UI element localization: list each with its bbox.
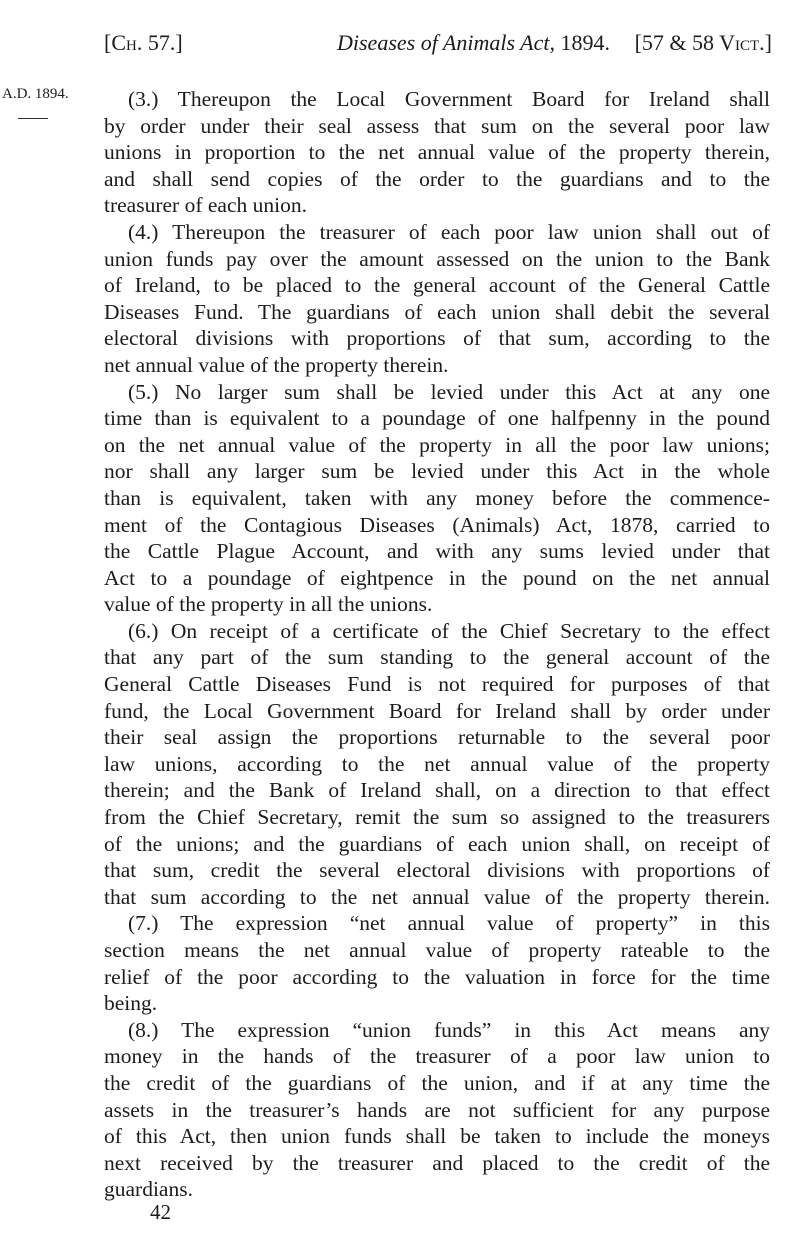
text-line: of Ireland, to be placed to the general account of the General Cattle bbox=[104, 273, 770, 298]
text-line: guardians. bbox=[104, 1177, 193, 1202]
text-line: their seal assign the proportions returnable to the several poor bbox=[104, 725, 770, 750]
text-line: electoral divisions with proportions of that sum, according to the bbox=[104, 326, 770, 351]
text-line: money in the hands of the treasurer of a poor law union to bbox=[104, 1044, 770, 1069]
text-line: Act to a poundage of eightpence in the pound on the net annual bbox=[104, 565, 770, 590]
text-line: by order under their seal assess that sum on the several poor law bbox=[104, 113, 770, 138]
header-title-text: Diseases of Animals Act, bbox=[337, 30, 555, 55]
text-line: that sum according to the net annual value of the property therein. bbox=[104, 884, 770, 909]
text-line: that sum, credit the several electoral divisions with proportions of bbox=[104, 858, 770, 883]
text-line: section means the net annual value of property rateable to the bbox=[104, 938, 770, 962]
text-line: of this Act, then union funds shall be taken to include the moneys bbox=[104, 1124, 770, 1149]
text-line: and shall send copies of the order to the guardians and to the bbox=[104, 166, 770, 191]
header-regnal-year: [57 & 58 Vict.] bbox=[634, 30, 772, 55]
text-line: net annual value of the property therein. bbox=[104, 352, 449, 377]
text-line: being. bbox=[104, 991, 158, 1016]
header-year: 1894. bbox=[560, 30, 610, 55]
header-chapter: [Ch. 57.] bbox=[104, 30, 183, 55]
text-line: (8.) The expression “union funds” in this Act means any bbox=[128, 1017, 770, 1042]
text-line: (3.) Thereupon the Local Government Board for Ireland shall bbox=[128, 87, 770, 111]
text-line: (7.) The expression “net annual value of property” in this bbox=[128, 911, 770, 936]
text-line: (4.) Thereupon the treasurer of each poor law union shall out of bbox=[128, 219, 770, 244]
paragraph bbox=[104, 910, 770, 1016]
text-line: treasurer of each union. bbox=[104, 193, 307, 218]
text-line: from the Chief Secretary, remit the sum so assigned to the treasurers bbox=[104, 805, 770, 830]
page-number: 42 bbox=[150, 1200, 171, 1224]
text-line: time than is equivalent to a poundage of one halfpenny in the pound bbox=[104, 406, 770, 431]
text-line: fund, the Local Government Board for Ireland shall by order under bbox=[104, 698, 770, 723]
text-line: unions in proportion to the net annual value of the property therein, bbox=[104, 140, 770, 165]
paragraph bbox=[104, 86, 770, 219]
text-line: ment of the Contagious Diseases (Animals) Act, 1878, carried to bbox=[104, 512, 770, 537]
text-line: (6.) On receipt of a certificate of the Chief Secretary to the effect bbox=[128, 618, 770, 643]
text-line: law unions, according to the net annual value of the property bbox=[104, 751, 770, 776]
text-line: union funds pay over the amount assessed on the union to the Bank bbox=[104, 246, 770, 271]
text-line: of the unions; and the guardians of each union shall, on receipt of bbox=[104, 831, 770, 856]
paragraph bbox=[104, 219, 770, 379]
text-line: the credit of the guardians of the union, and if at any time the bbox=[104, 1070, 770, 1095]
paragraph bbox=[104, 618, 770, 911]
text-line: on the net annual value of the property in all the poor law unions; bbox=[104, 432, 770, 457]
text-line: than is equivalent, taken with any money before the commence- bbox=[104, 485, 770, 510]
text-line: assets in the treasurer’s hands are not sufficient for any purpose bbox=[104, 1097, 770, 1122]
text-line: value of the property in all the unions. bbox=[104, 592, 433, 617]
text-line: General Cattle Diseases Fund is not required for purposes of that bbox=[104, 672, 770, 697]
body-text bbox=[104, 86, 770, 1203]
text-line: relief of the poor according to the valuation in force for the time bbox=[104, 964, 770, 989]
text-line: Diseases Fund. The guardians of each union shall debit the several bbox=[104, 299, 770, 324]
text-line: therein; and the Bank of Ireland shall, on a direction to that effect bbox=[104, 778, 770, 803]
margin-rule bbox=[18, 118, 48, 119]
text-line: nor shall any larger sum be levied under this Act in the whole bbox=[104, 459, 770, 484]
text-line: the Cattle Plague Account, and with any sums levied under that bbox=[104, 539, 770, 564]
margin-note: A.D. 1894. bbox=[2, 86, 69, 102]
text-line: that any part of the sum standing to the general account of the bbox=[104, 645, 770, 670]
paragraph bbox=[104, 379, 770, 618]
text-line: next received by the treasurer and placed to the credit of the bbox=[104, 1150, 770, 1175]
text-line: (5.) No larger sum shall be levied under this Act at any one bbox=[128, 379, 770, 404]
paragraph bbox=[104, 1017, 770, 1203]
